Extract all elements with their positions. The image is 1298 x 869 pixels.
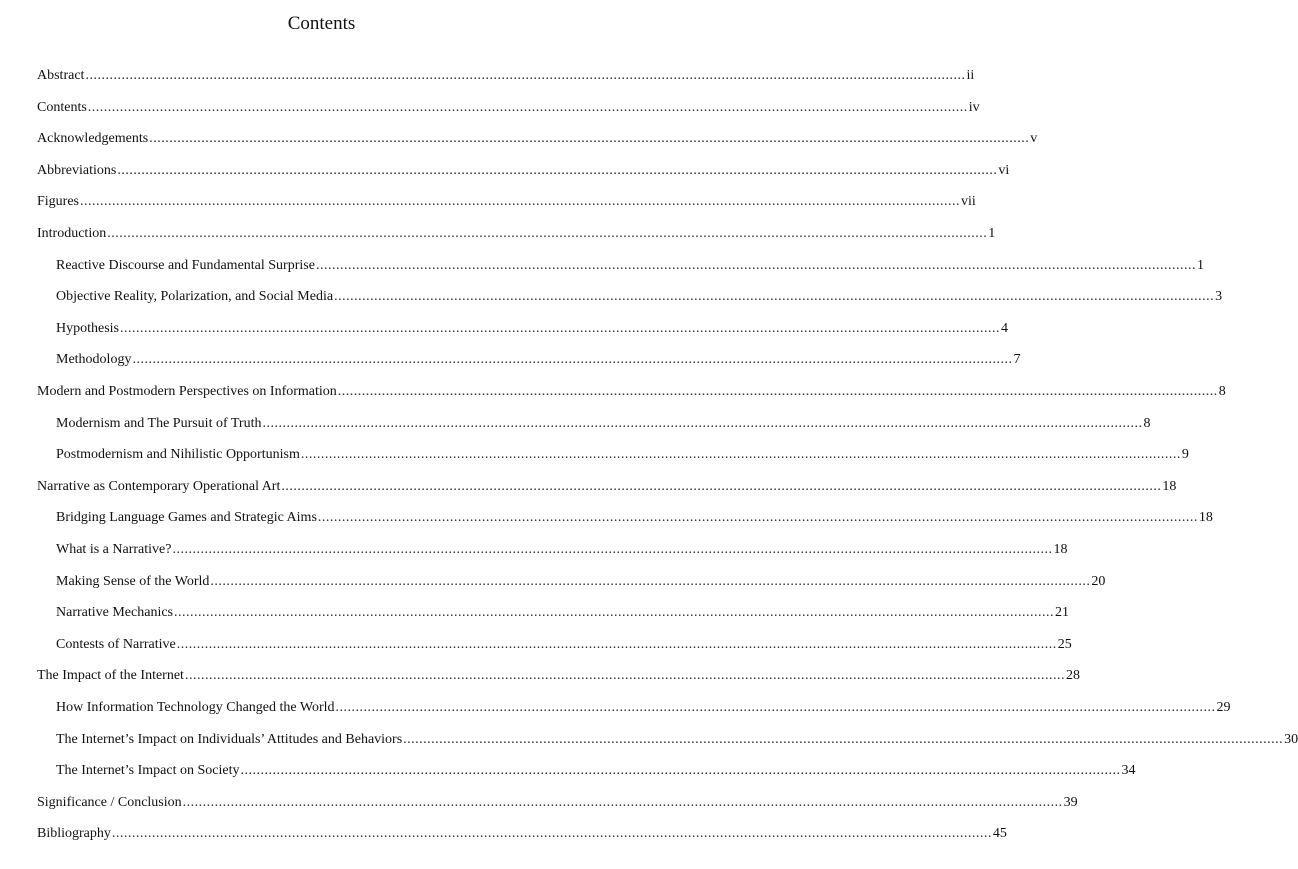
toc-entry-title[interactable]: Abstract: [37, 68, 85, 83]
dot-leader: ............................................................................................................................................................................................................................: [149, 131, 1030, 147]
page-title: Contents: [287, 13, 356, 34]
toc-page-number[interactable]: 34: [1121, 763, 1136, 779]
dot-leader: ............................................................................................................................................................................................................................: [317, 510, 1198, 526]
toc-entry-title[interactable]: Acknowledgements: [37, 131, 149, 147]
toc-subentry[interactable]: [56, 414, 1151, 434]
toc-page-number[interactable]: vi: [998, 162, 1010, 178]
toc-entry-title[interactable]: Hypothesis: [56, 320, 119, 336]
dot-leader: ............................................................................................................................................................................................................................: [107, 226, 988, 241]
toc-entry-title[interactable]: The Impact of the Internet: [37, 668, 184, 684]
toc-entry[interactable]: [37, 161, 1010, 181]
toc-entry[interactable]: [37, 98, 980, 118]
dot-leader: ............................................................................................................................................................................................................................: [174, 605, 1054, 621]
toc-page-number[interactable]: 45: [992, 826, 1007, 842]
toc-entry-title[interactable]: Modern and Postmodern Perspectives on Information: [37, 384, 337, 399]
toc-subentry[interactable]: [56, 256, 1204, 276]
toc-subentry[interactable]: [56, 540, 1068, 560]
toc-subentry[interactable]: [56, 635, 1072, 655]
toc-page-number[interactable]: 21: [1055, 605, 1069, 621]
toc-page-number[interactable]: v: [1030, 131, 1038, 147]
toc-page-number[interactable]: vii: [961, 194, 976, 210]
toc-subentry[interactable]: [56, 319, 1008, 339]
toc-entry-title[interactable]: Methodology: [56, 352, 132, 368]
toc-entry-title[interactable]: Contests of Narrative: [56, 636, 176, 652]
toc-entry[interactable]: [37, 824, 1007, 844]
dot-leader: ............................................................................................................................................................................................................................: [85, 68, 966, 83]
toc-subentry[interactable]: [56, 572, 1106, 592]
toc-entry-title[interactable]: Figures: [37, 194, 79, 210]
toc-entry-title[interactable]: Introduction: [37, 226, 107, 241]
dot-leader: ............................................................................................................................................................................................................................: [334, 289, 1215, 305]
toc-page-number[interactable]: 20: [1091, 573, 1106, 589]
toc-entry-title[interactable]: Objective Reality, Polarization, and Social Media: [56, 289, 334, 305]
toc-entry[interactable]: [37, 129, 1038, 149]
toc-page-number[interactable]: ii: [966, 68, 975, 83]
toc-subentry[interactable]: [56, 603, 1069, 623]
toc-entry-title[interactable]: Contents: [37, 99, 87, 115]
dot-leader: ............................................................................................................................................................................................................................: [111, 826, 992, 842]
toc-entry-title[interactable]: Bibliography: [37, 826, 111, 842]
dot-leader: ............................................................................................................................................................................................................................: [176, 636, 1057, 652]
toc-page-number[interactable]: 7: [1013, 352, 1021, 368]
toc-subentry[interactable]: [56, 287, 1223, 307]
toc-page-number[interactable]: 18: [1198, 510, 1213, 526]
toc-subentry[interactable]: [56, 761, 1136, 781]
toc-page-number[interactable]: 25: [1057, 636, 1072, 652]
toc-page-number[interactable]: 4: [1001, 320, 1008, 336]
toc-entry-title[interactable]: Postmodernism and Nihilistic Opportunism: [56, 447, 300, 463]
toc-page-number[interactable]: 8: [1143, 415, 1151, 431]
toc-entry[interactable]: [37, 666, 1080, 686]
toc-page-number[interactable]: 30: [1284, 731, 1298, 747]
toc-entry[interactable]: [37, 66, 975, 86]
toc-entry-title[interactable]: Abbreviations: [37, 162, 117, 178]
toc-subentry[interactable]: [56, 730, 1298, 750]
dot-leader: ............................................................................................................................................................................................................................: [87, 99, 968, 115]
toc-entry[interactable]: [37, 224, 996, 244]
toc-page-number[interactable]: 1: [1196, 257, 1204, 273]
dot-leader: ............................................................................................................................................................................................................................: [182, 794, 1063, 810]
toc-page-number[interactable]: 18: [1162, 478, 1177, 494]
dot-leader: ............................................................................................................................................................................................................................: [117, 162, 998, 178]
toc-entry-title[interactable]: Narrative as Contemporary Operational Art: [37, 478, 281, 494]
toc-entry-title[interactable]: Significance / Conclusion: [37, 794, 182, 810]
toc-entry[interactable]: [37, 192, 976, 212]
toc-entry[interactable]: [37, 477, 1177, 497]
toc-page-number[interactable]: 8: [1218, 384, 1226, 399]
toc-subentry[interactable]: [56, 350, 1021, 370]
dot-leader: ............................................................................................................................................................................................................................: [335, 700, 1216, 715]
dot-leader: ............................................................................................................................................................................................................................: [262, 415, 1143, 431]
dot-leader: ............................................................................................................................................................................................................................: [315, 257, 1196, 273]
toc-page-number[interactable]: 18: [1053, 542, 1068, 557]
toc-subentry[interactable]: [56, 508, 1213, 528]
toc-entry-title[interactable]: Making Sense of the World: [56, 573, 210, 589]
toc-entry[interactable]: [37, 382, 1226, 402]
toc-entry-title[interactable]: Narrative Mechanics: [56, 605, 173, 621]
dot-leader: ............................................................................................................................................................................................................................: [210, 573, 1091, 589]
toc-subentry[interactable]: [56, 698, 1231, 718]
dot-leader: ............................................................................................................................................................................................................................: [120, 320, 1000, 336]
toc-entry-title[interactable]: The Internet’s Impact on Society: [56, 763, 240, 779]
toc-entry-title[interactable]: Reactive Discourse and Fundamental Surprise: [56, 257, 315, 273]
toc-entry-title[interactable]: Modernism and The Pursuit of Truth: [56, 415, 262, 431]
toc-entry-title[interactable]: What is a Narrative?: [56, 542, 172, 557]
toc-subentry[interactable]: [56, 445, 1189, 465]
toc-entry-title[interactable]: How Information Technology Changed the World: [56, 700, 335, 715]
toc-entry-title[interactable]: Bridging Language Games and Strategic Aims: [56, 510, 317, 526]
toc-page-number[interactable]: 1: [988, 226, 996, 241]
toc-page-number[interactable]: iv: [968, 99, 980, 115]
dot-leader: ............................................................................................................................................................................................................................: [240, 763, 1121, 779]
dot-leader: ............................................................................................................................................................................................................................: [403, 731, 1284, 747]
toc-page-number[interactable]: 29: [1216, 700, 1231, 715]
toc-entry-title[interactable]: The Internet’s Impact on Individuals’ Attitudes and Behaviors: [56, 731, 403, 747]
toc-page-number[interactable]: 39: [1063, 794, 1078, 810]
dot-leader: ............................................................................................................................................................................................................................: [132, 352, 1013, 368]
dot-leader: ............................................................................................................................................................................................................................: [300, 447, 1181, 463]
dot-leader: ............................................................................................................................................................................................................................: [80, 194, 960, 210]
dot-leader: ............................................................................................................................................................................................................................: [337, 384, 1218, 399]
dot-leader: ............................................................................................................................................................................................................................: [184, 668, 1065, 684]
toc-page-number[interactable]: 3: [1215, 289, 1223, 305]
dot-leader: ............................................................................................................................................................................................................................: [172, 542, 1053, 557]
toc-page-number[interactable]: 28: [1065, 668, 1080, 684]
toc-entry[interactable]: [37, 793, 1078, 813]
toc-page-number[interactable]: 9: [1181, 447, 1189, 463]
dot-leader: ............................................................................................................................................................................................................................: [281, 478, 1162, 494]
